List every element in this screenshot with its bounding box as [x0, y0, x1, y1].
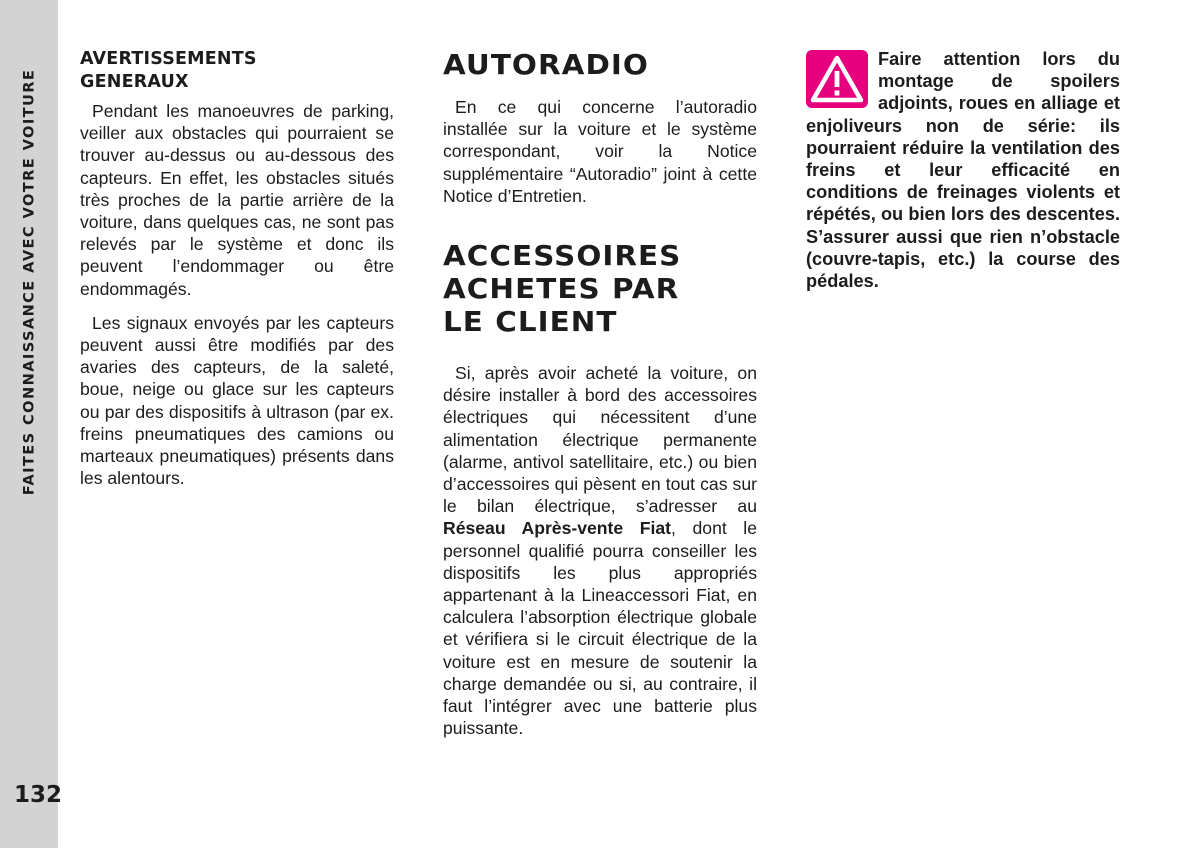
heading-line-1: AVERTISSEMENTS [80, 49, 257, 69]
general-warnings-heading [80, 48, 394, 94]
column-3 [806, 48, 1120, 292]
parking-paragraph: Pendant les manoeuvres de parking, veiller aux obstacles qui pourraient se trouver au-dessus ou au-dessous des capteurs. En effet, les obstacles situés très proches de la partie arrière de la voiture, dans quelques cas, ne sont pas relevés par le système et donc ils peuvent l’endommager ou être endommagés. [80, 101, 394, 299]
accessories-heading [443, 239, 773, 338]
accessories-text-end: , dont le personnel qualifié pourra conseiller les dispositifs les plus appropriés appartenant à la Lineaccessori Fiat, en calculera l’absorption électrique globale et vérifiera si le circuit électrique de la voiture est en mesure de soutenir la charge demandée ou si, au contraire, il faut l’intégrer avec une batterie plus puissante. [443, 518, 757, 739]
autoradio-heading: AUTORADIO [443, 48, 649, 81]
column-2 [443, 48, 757, 739]
column-1 [80, 48, 394, 489]
section-title-vertical: FAITES CONNAISSANCE AVEC VOTRE VOITURE [20, 68, 38, 496]
accessories-heading-line-1: ACCESSOIRES [443, 239, 682, 273]
sensor-signals-paragraph: Les signaux envoyés par les capteurs peuvent aussi être modifiés par des avaries des capteurs, de la saleté, boue, neige ou glace sur les capteurs ou par des dispositifs à ultrason (par ex. freins pneumatiques des camions ou marteaux pneumatiques) présents dans les alentours. [80, 312, 394, 489]
heading-line-2: GENERAUX [80, 72, 189, 92]
autoradio-paragraph: En ce qui concerne l’autoradio installée sur la voiture et le système correspondant, voir la Notice supplémentaire “Autoradio” joint à cette Notice d’Entretien. [443, 97, 757, 206]
page-number: 132 [14, 782, 63, 808]
fiat-service-network: Réseau Après-vente Fiat [443, 518, 672, 539]
accessories-heading-line-2: ACHETES PAR [443, 272, 680, 306]
side-margin [0, 0, 63, 848]
warning-text: Faire attention lors du montage de spoilers adjoints, roues en alliage et enjoliveurs non de série: ils pourraient réduire la ventilation des freins et leur efficacité en conditions de freinages violents et répétés, ou bien lors des descentes. S’assurer aussi que rien n’obstacle (couvre-tapis, etc.) la course des pédales. [806, 49, 1120, 292]
warning-triangle-icon [806, 50, 868, 108]
accessories-text-start: Si, après avoir acheté la voiture, on désire installer à bord des accessoires électriques qui nécessitent d’une alimentation électrique permanente (alarme, antivol satellitaire, etc.) ou bien d’accessoires qui pèsent en tout cas sur le bilan électrique, s’adresser au [443, 363, 757, 517]
accessories-heading-line-3: LE CLIENT [443, 305, 618, 339]
accessories-paragraph [443, 362, 757, 739]
